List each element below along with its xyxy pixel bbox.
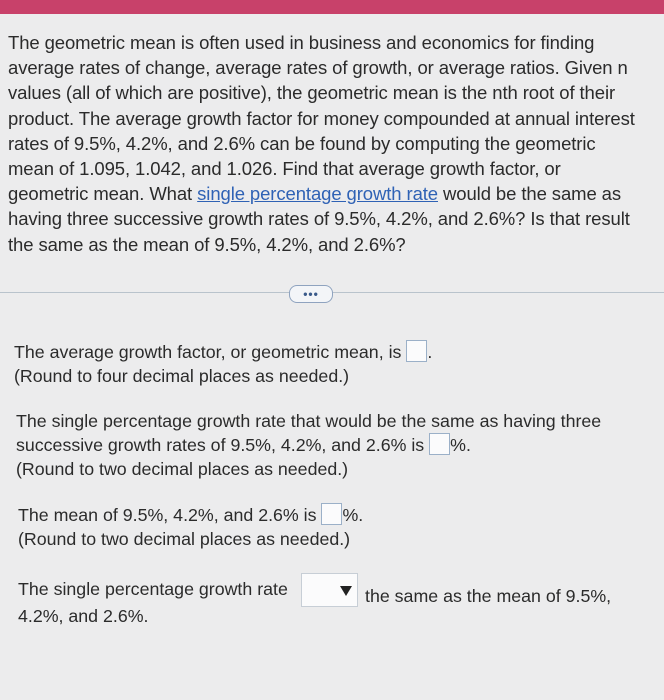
q2-prompt: The single percentage growth rate that would be the same as having three [16,411,602,431]
q4-prompt-after: the same as the mean of 9.5%, [365,586,612,606]
problem-line: values (all of which are positive), the geometric mean is the nth root of their [8,82,616,104]
problem-text: would be the same as [438,183,622,205]
q4-prompt-end: 4.2%, and 2.6%. [18,606,149,626]
top-bar [0,0,664,14]
problem-line: product. The average growth factor for money compounded at annual interest [8,107,635,129]
problem-line: having three successive growth rates of 9.5%, 4.2%, and 2.6%? Is that result [8,208,630,230]
problem-line: the same as the mean of 9.5%, 4.2%, and 2.6%? [8,233,406,255]
problem-line: mean of 1.095, 1.042, and 1.026. Find that average growth factor, or [8,158,561,180]
problem-line [8,181,660,206]
q2-rounding-note: (Round to two decimal places as needed.) [16,459,349,479]
q3-rounding-note: (Round to two decimal places as needed.) [18,529,351,549]
q4-prompt: The single percentage growth rate [18,579,288,599]
problem-line: average rates of change, average rates of growth, or average ratios. Given n [8,57,628,79]
problem-line: rates of 9.5%, 4.2%, and 2.6% can be found by computing the geometric [8,132,596,154]
triangle-down-icon [340,586,352,596]
q3-prompt: The mean of 9.5%, 4.2%, and 2.6% is [18,505,317,525]
q3-percent: %. [342,505,364,525]
geometric-mean-answer-box[interactable] [406,340,427,362]
question-3 [18,503,363,551]
problem-statement [8,30,660,257]
growth-rate-answer-box[interactable] [429,433,450,455]
is-is-not-dropdown[interactable] [301,573,358,607]
problem-line: The geometric mean is often used in business and economics for finding [8,32,595,53]
ellipsis-icon: ••• [303,287,319,301]
q2-percent: %. [450,435,471,455]
q1-rounding-note: (Round to four decimal places as needed.) [14,366,350,386]
question-1 [14,340,432,388]
show-more-button[interactable] [289,285,333,303]
q1-period: . [427,342,433,362]
definition-link[interactable]: single percentage growth rate [197,183,438,205]
problem-text: geometric mean. What [8,183,198,205]
question-2 [16,409,601,481]
arithmetic-mean-answer-box[interactable] [321,503,342,525]
q1-prompt: The average growth factor, or geometric mean, is [14,342,402,362]
q2-prompt-cont: successive growth rates of 9.5%, 4.2%, and 2.6% is [16,435,425,455]
